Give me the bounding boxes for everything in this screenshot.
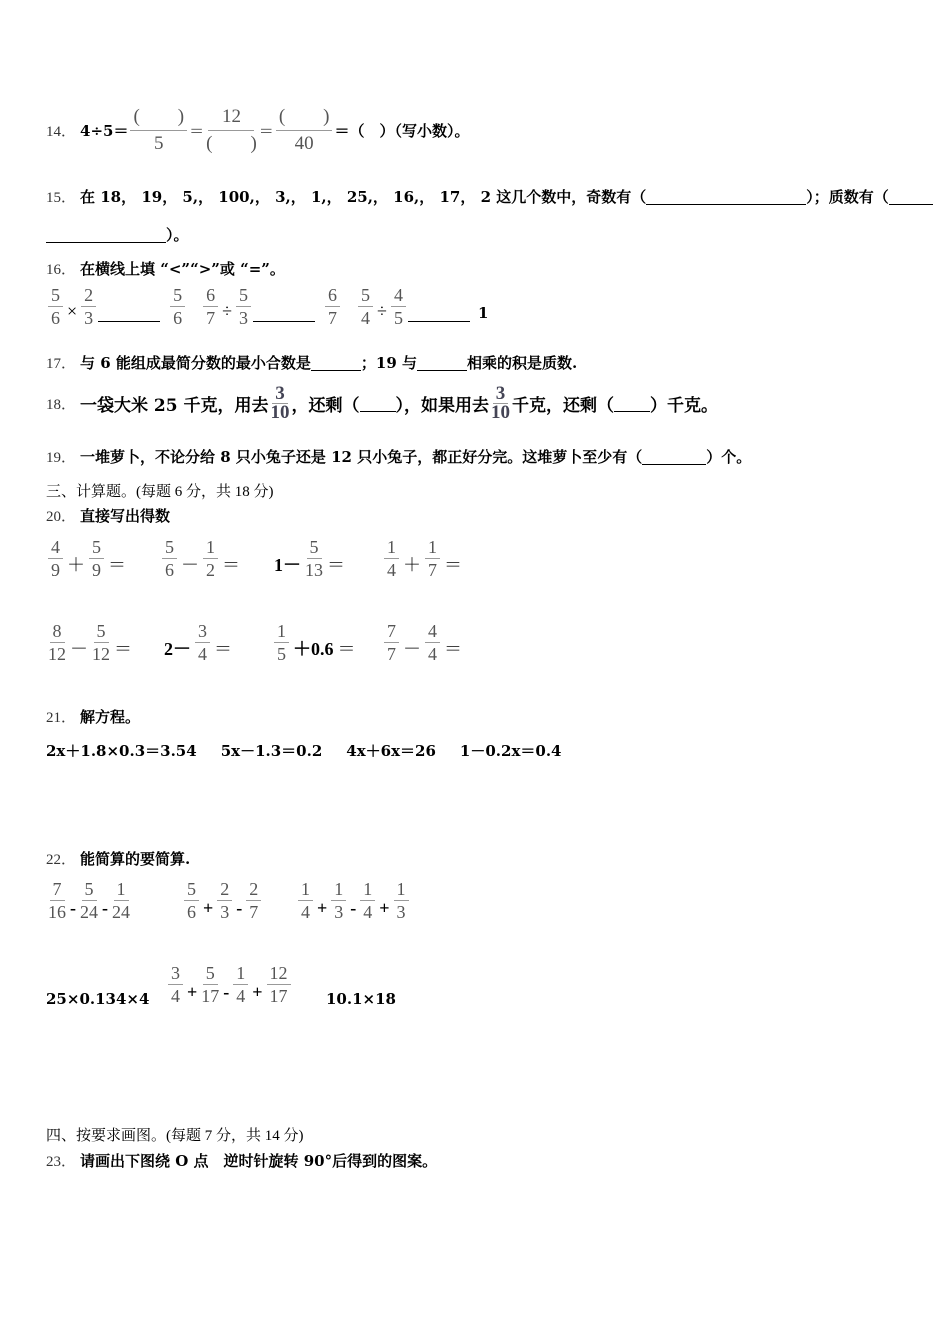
operator: ÷ <box>222 301 233 321</box>
numerator: 5 <box>82 878 97 901</box>
answer-blank[interactable] <box>614 395 650 412</box>
fraction <box>384 536 399 581</box>
numerator: ( ) <box>276 104 333 131</box>
fraction <box>92 620 110 665</box>
equals: ＝ <box>327 555 345 575</box>
equals: ＝ <box>214 639 232 659</box>
fraction <box>331 878 346 923</box>
numerator: 12 <box>267 962 291 985</box>
denominator: 6 <box>173 307 183 328</box>
numerator: 5 <box>184 878 199 901</box>
question-text: ），如果用去 <box>395 395 490 416</box>
fraction <box>130 104 187 157</box>
denominator: 6 <box>165 560 174 580</box>
fraction <box>276 104 333 157</box>
denominator: 3 <box>84 307 94 328</box>
section-heading-4: 四、按要求画图。(每题 7 分，共 14 分) <box>46 1128 304 1144</box>
fraction <box>391 284 406 329</box>
denominator: 7 <box>249 902 259 922</box>
question-text: 相乘的积是质数. <box>467 354 578 372</box>
calc-item <box>46 536 128 581</box>
denominator: 9 <box>92 560 101 580</box>
fraction <box>203 536 218 581</box>
fraction <box>48 536 63 581</box>
denominator: 3 <box>239 307 249 328</box>
equals: ＝ <box>189 121 205 140</box>
operator: ÷ <box>377 301 387 321</box>
fraction <box>170 284 185 329</box>
answer-blank-prime-cont[interactable] <box>46 226 166 243</box>
numerator: 1 <box>233 962 248 985</box>
prefix: 1－ <box>274 555 301 575</box>
denominator: 10 <box>270 401 290 423</box>
denominator: ( ) <box>206 132 257 154</box>
operator: ＋ <box>67 555 85 575</box>
denominator: 6 <box>187 902 196 922</box>
numerator: 2 <box>217 878 232 901</box>
question-text: 在 18， 19， 5,， 100,， 3,， 1,， 25,， 16,， 17， 2 这几个数中，奇数有（ <box>80 188 647 206</box>
question-text: 能简算的要简算. <box>80 850 191 868</box>
operator: × <box>67 301 78 321</box>
numerator: 7 <box>50 878 65 901</box>
question-22 <box>46 848 190 869</box>
question-text: ，还剩（ <box>291 395 360 416</box>
equals: ＝ <box>222 555 240 575</box>
fraction <box>394 878 409 923</box>
operator: + <box>379 898 390 918</box>
suffix: ＋0.6 <box>293 639 334 659</box>
fraction <box>425 620 440 665</box>
denominator: 24 <box>80 902 98 922</box>
fraction <box>425 536 440 581</box>
question-number: 18． <box>46 396 77 413</box>
question-19 <box>46 446 751 467</box>
question-17 <box>46 352 577 373</box>
calc-item <box>272 620 358 665</box>
denominator: 4 <box>171 986 180 1006</box>
equation: 4x＋6x＝26 <box>346 742 436 760</box>
question-text: 解方程。 <box>80 708 141 726</box>
simplify-expression-6: 10.1×18 <box>326 990 396 1008</box>
denominator: 5 <box>154 132 164 154</box>
numerator: ( ) <box>130 104 187 131</box>
equation: 1－0.2x＝0.4 <box>459 742 562 760</box>
calc-item <box>382 620 464 665</box>
numerator: 4 <box>48 536 63 559</box>
operator: - <box>223 982 230 1002</box>
fraction <box>267 962 291 1007</box>
fraction <box>325 284 340 329</box>
denominator: 5 <box>277 644 286 664</box>
denominator: 17 <box>269 986 288 1006</box>
numerator: 3 <box>195 620 210 643</box>
numerator: 1 <box>203 536 218 559</box>
numerator: 7 <box>384 620 399 643</box>
operator: - <box>70 898 76 918</box>
denominator: 2 <box>206 560 215 580</box>
question-text: 直接写出得数 <box>80 507 171 525</box>
expression: 4÷5＝ <box>80 121 129 140</box>
question-number: 17． <box>46 356 77 372</box>
fraction <box>48 620 66 665</box>
denominator: 3 <box>220 902 230 922</box>
section-heading-3: 三、计算题。(每题 6 分，共 18 分) <box>46 484 274 500</box>
fraction <box>89 536 104 581</box>
fraction <box>48 284 63 329</box>
answer-blank[interactable] <box>408 305 470 322</box>
question-text: ；19 与 <box>360 354 418 372</box>
question-number: 15． <box>46 190 77 206</box>
answer-blank[interactable] <box>98 305 160 322</box>
question-number: 21． <box>46 710 77 726</box>
operator: - <box>350 898 357 918</box>
answer-blank[interactable] <box>360 395 396 412</box>
fraction <box>236 284 251 329</box>
compare-row <box>46 286 502 326</box>
numerator: 5 <box>170 284 185 307</box>
question-text: 与 6 能组成最简分数的最小合数是 <box>80 354 311 372</box>
answer-blank-prime[interactable] <box>889 188 933 205</box>
numerator: 1 <box>360 878 375 901</box>
operator: ＋ <box>403 555 421 575</box>
denominator: 17 <box>201 986 220 1006</box>
denominator: 12 <box>48 644 66 664</box>
question-number: 14． <box>46 123 77 140</box>
fraction <box>274 620 289 665</box>
numerator: 6 <box>203 284 218 307</box>
operator: + <box>317 898 328 918</box>
numerator: 4 <box>425 620 440 643</box>
numerator: 2 <box>81 284 96 307</box>
denominator: 4 <box>198 644 207 664</box>
numerator: 1 <box>331 878 346 901</box>
numerator: 8 <box>50 620 65 643</box>
answer-blank[interactable] <box>311 354 361 371</box>
numerator: 3 <box>168 962 183 985</box>
numerator: 1 <box>425 536 440 559</box>
equals: ＝ <box>337 639 356 659</box>
fraction <box>270 382 290 423</box>
fraction <box>298 878 313 923</box>
question-number: 23． <box>46 1154 77 1170</box>
equals: ＝ <box>444 555 462 575</box>
numerator: 5 <box>162 536 177 559</box>
answer-blank[interactable] <box>642 448 706 465</box>
fraction <box>217 878 232 923</box>
fraction <box>81 284 96 329</box>
fraction <box>491 382 511 423</box>
denominator: 4 <box>428 644 437 664</box>
denominator: 16 <box>48 902 66 922</box>
operator: + <box>203 898 214 918</box>
numerator: 1 <box>114 878 129 901</box>
fraction <box>168 962 183 1007</box>
question-number: 19． <box>46 450 77 466</box>
question-text: ）。 <box>166 226 189 244</box>
question-20 <box>46 505 170 526</box>
question-21 <box>46 706 140 727</box>
fraction <box>206 104 257 157</box>
equals: ＝ <box>108 555 126 575</box>
denominator: 3 <box>334 902 344 922</box>
fraction <box>48 878 66 923</box>
prefix: 2－ <box>164 639 191 659</box>
question-15-cont <box>46 224 189 245</box>
denominator: 7 <box>428 560 437 580</box>
denominator: 10 <box>491 401 511 423</box>
fraction <box>384 620 399 665</box>
denominator: 5 <box>393 307 403 328</box>
numerator: 12 <box>208 104 254 131</box>
equation: 2x＋1.8×0.3＝3.54 <box>46 742 197 760</box>
denominator: 24 <box>112 902 130 922</box>
denominator: 13 <box>305 560 323 580</box>
fraction <box>112 878 130 923</box>
fraction <box>201 962 219 1007</box>
numerator: 4 <box>391 284 406 307</box>
question-text: 一袋大米 25 千克，用去 <box>80 395 269 416</box>
operator: - <box>102 898 108 918</box>
question-text: 千克，还剩（ <box>512 395 615 416</box>
fraction <box>162 536 177 581</box>
fraction <box>358 284 373 329</box>
question-15 <box>46 186 933 207</box>
simplify-expression-1 <box>46 878 132 923</box>
fraction <box>80 878 98 923</box>
operator: + <box>187 982 198 1002</box>
numerator: 1 <box>394 878 409 901</box>
question-number: 22． <box>46 852 77 868</box>
numerator: 5 <box>94 620 109 643</box>
calc-item <box>160 536 242 581</box>
answer-blank-odd[interactable] <box>646 188 806 205</box>
question-14 <box>46 100 469 160</box>
numerator: 2 <box>246 878 261 901</box>
answer-blank[interactable] <box>417 354 467 371</box>
simplify-expression-4: 25×0.134×4 <box>46 990 150 1008</box>
fraction <box>246 878 261 923</box>
numerator: 5 <box>48 284 63 307</box>
denominator: 7 <box>387 644 396 664</box>
numerator: 3 <box>493 385 509 404</box>
fraction <box>184 878 199 923</box>
question-number: 16． <box>46 262 77 278</box>
numerator: 5 <box>358 284 373 307</box>
denominator: 4 <box>387 560 396 580</box>
equation: 5x－1.3＝0.2 <box>220 742 323 760</box>
simplify-expression-5 <box>166 962 293 1007</box>
numerator: 5 <box>236 284 251 307</box>
simplify-expression-3 <box>296 878 411 923</box>
operator: + <box>252 982 263 1002</box>
calc-item <box>272 536 347 581</box>
numerator: 1 <box>384 536 399 559</box>
question-text: 在横线上填 “<”“>”或 “=”。 <box>80 260 285 278</box>
calc-item <box>162 620 234 665</box>
calc-item <box>46 620 134 665</box>
numerator: 3 <box>272 385 288 404</box>
fraction <box>305 536 323 581</box>
numerator: 1 <box>298 878 313 901</box>
fraction <box>203 284 218 329</box>
numerator: 1 <box>274 620 289 643</box>
equation-row <box>46 740 561 761</box>
question-text: ）；质数有（ <box>806 188 889 206</box>
fraction <box>360 878 375 923</box>
denominator: 9 <box>51 560 60 580</box>
numerator: 5 <box>89 536 104 559</box>
question-18 <box>46 380 718 426</box>
denominator: 7 <box>328 307 338 328</box>
denominator: 4 <box>301 902 310 922</box>
operator: - <box>236 898 243 918</box>
compare-value: 1 <box>477 304 489 322</box>
numerator: 5 <box>203 962 218 985</box>
numerator: 5 <box>307 536 322 559</box>
question-23 <box>46 1150 437 1171</box>
fraction <box>195 620 210 665</box>
question-tail: ＝（ ）（写小数）。 <box>334 121 470 140</box>
question-text: ）千克。 <box>650 395 719 416</box>
operator: － <box>403 639 421 659</box>
simplify-expression-2 <box>182 878 263 923</box>
equals: ＝ <box>444 639 462 659</box>
equals: ＝ <box>114 639 132 659</box>
fraction <box>233 962 248 1007</box>
denominator: 7 <box>206 307 216 328</box>
question-number: 20． <box>46 509 77 525</box>
operator: － <box>70 639 88 659</box>
operator: － <box>181 555 199 575</box>
equals: ＝ <box>258 121 274 140</box>
denominator: 4 <box>363 902 373 922</box>
denominator: 40 <box>294 132 314 154</box>
question-text: ）个。 <box>706 448 752 466</box>
denominator: 3 <box>396 902 406 922</box>
calc-item <box>382 536 464 581</box>
denominator: 4 <box>236 986 246 1006</box>
question-text: 一堆萝卜，不论分给 8 只小兔子还是 12 只小兔子，都正好分完。这堆萝卜至少有（ <box>80 448 643 466</box>
answer-blank[interactable] <box>253 305 315 322</box>
question-16 <box>46 258 285 279</box>
numerator: 6 <box>325 284 340 307</box>
denominator: 4 <box>361 307 371 328</box>
question-text: 请画出下图绕 O 点 逆时针旋转 90°后得到的图案。 <box>80 1152 438 1170</box>
denominator: 12 <box>92 644 110 664</box>
denominator: 6 <box>51 307 60 328</box>
